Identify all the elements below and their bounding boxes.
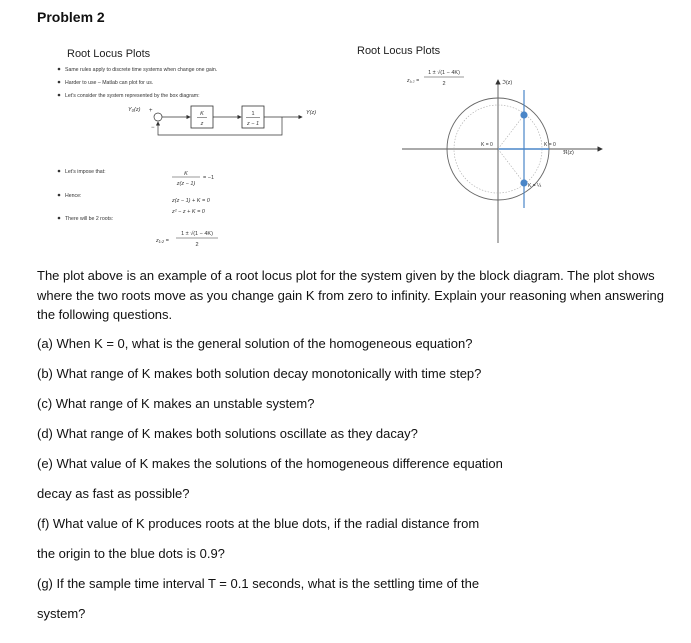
root-locus-plot	[402, 79, 602, 243]
question-f: (f) What value of K produces roots at the blue dots, if the radial distance from	[37, 516, 480, 531]
bullet-dot	[58, 194, 61, 197]
lecture-slides-figure	[50, 38, 610, 263]
roots-den: 2	[195, 242, 199, 248]
intro-paragraph: The plot above is an example of a root locus plot for the system given by the block diagram. The plot shows where the two roots move as you change gain K from zero to infinity. Explain your reasoning when answering the following questions.	[37, 268, 664, 322]
formula-den: 2	[442, 81, 446, 87]
hence-bullet: Hence:	[65, 193, 82, 199]
bullet-text: Same rules apply to discrete time systems when change one gain.	[65, 67, 218, 73]
question-d: (d) What range of K makes both solutions oscillate as they dacay?	[37, 426, 418, 441]
bullet-text: Harder to use – Matlab can plot for us.	[65, 80, 154, 86]
question-e: (e) What value of K makes the solutions of the homogeneous difference equation	[37, 456, 503, 471]
question-b: (b) What range of K makes both solution decay monotonically with time step?	[37, 366, 482, 381]
problem-title: Problem 2	[37, 9, 105, 25]
question-f-continued: the origin to the blue dots is 0.9?	[37, 546, 225, 561]
roots-num: 1 ± √(1 − 4K)	[181, 231, 213, 237]
formula-lhs: z₁,₂ =	[407, 78, 420, 84]
real-axis-label: ℜ(z)	[563, 150, 574, 156]
block1-den: z	[200, 121, 204, 127]
lower-blue-dot	[520, 179, 527, 186]
plus-sign: +	[149, 108, 153, 114]
question-a: (a) When K = 0, what is the general solution of the homogeneous equation?	[37, 336, 473, 351]
impose-bullet: Let’s impose that:	[65, 169, 106, 175]
k0-right-label: K = 0	[544, 142, 556, 148]
question-c: (c) What range of K makes an unstable system?	[37, 396, 315, 411]
impose-den: z(z − 1)	[176, 181, 196, 187]
bullet-dot	[58, 94, 61, 97]
upper-blue-dot	[520, 111, 527, 118]
summing-junction	[154, 113, 162, 121]
k-quarter-label: K = ¼	[528, 183, 542, 189]
bullet-dot	[58, 170, 61, 173]
bullet-dot	[58, 217, 61, 220]
slides-svg	[50, 38, 610, 263]
input-label: Y₀(z)	[128, 107, 141, 113]
impose-rhs: = −1	[203, 175, 215, 181]
bullet-text: Let’s consider the system represented by the box diagram:	[65, 93, 200, 99]
minus-sign: −	[151, 125, 155, 131]
formula-num: 1 ± √(1 − 4K)	[428, 70, 460, 76]
block2-num: 1	[251, 111, 255, 117]
hence-eq1: z(z − 1) + K = 0	[172, 198, 210, 204]
roots-lhs: z₁,₂ =	[156, 238, 169, 244]
roots-bullet: There will be 2 roots:	[65, 216, 114, 222]
block1-num: K	[200, 111, 204, 117]
impose-num: K	[184, 171, 188, 177]
k0-left-label: K = 0	[481, 142, 493, 148]
bullet-dot	[58, 68, 61, 71]
question-g-continued: system?	[37, 606, 86, 621]
hence-eq2: z² − z + K = 0	[172, 209, 205, 215]
block2-den: z − 1	[246, 121, 260, 127]
question-e-continued: decay as fast as possible?	[37, 486, 190, 501]
right-slide-title: Root Locus Plots	[357, 45, 441, 57]
question-g: (g) If the sample time interval T = 0.1 seconds, what is the settling time of the	[37, 576, 480, 591]
bullet-dot	[58, 81, 61, 84]
output-label: Y(z)	[306, 110, 317, 116]
block-diagram	[128, 106, 316, 135]
left-slide-title: Root Locus Plots	[67, 48, 151, 60]
imag-axis-label: ℑ(z)	[502, 80, 513, 86]
